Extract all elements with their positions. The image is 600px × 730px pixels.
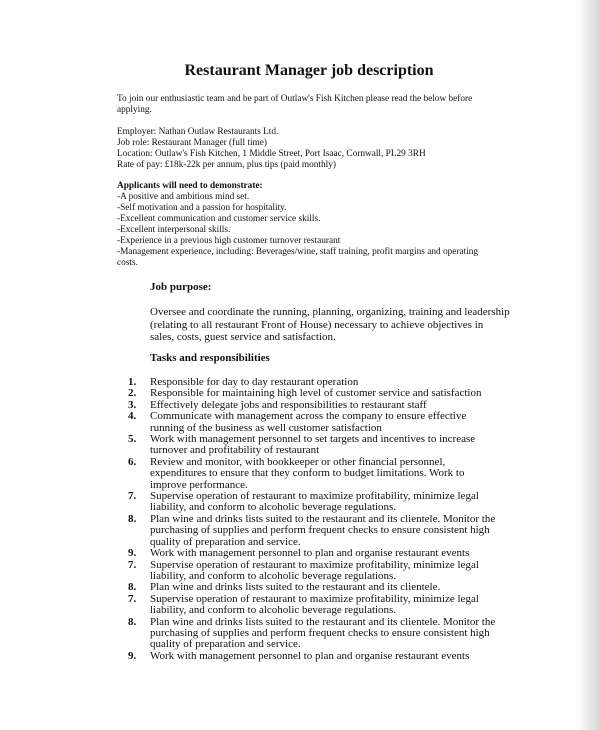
task-item — [0, 560, 600, 583]
task-number: 6. — [128, 455, 137, 468]
task-number: 1. — [128, 376, 137, 388]
task-item — [0, 582, 600, 593]
requirement-item: -Excellent interpersonal skills. — [117, 225, 231, 235]
task-text: Supervise operation of restaurant to maximize profitability, minimize legal liability, and conform to alcoholic beverage regulations. — [150, 490, 479, 514]
intro-line: To join our enthusiastic team and be part of Outlaw's Fish Kitchen please read the below before — [117, 94, 473, 104]
requirement-item: -Excellent communication and customer service skills. — [117, 214, 321, 224]
job-details — [117, 127, 517, 171]
requirement-item: -Management experience, including: Beverages/wine, staff training, profit margins and operating — [117, 247, 479, 257]
task-text: Plan wine and drinks lists suited to the restaurant and its clientele. Monitor the purchasing of supplies and perform frequent checks to ensure consistent high quality of preparation and service. — [150, 512, 496, 548]
task-text: Supervise operation of restaurant to maximize profitability, minimize legal liability, and conform to alcoholic beverage regulations. — [150, 558, 479, 582]
task-text: Work with management personnel to plan and organise restaurant events — [150, 547, 470, 560]
task-text: Work with management personnel to plan and organise restaurant events — [150, 649, 470, 662]
task-text: Responsible for maintaining high level of customer service and satisfaction — [150, 387, 482, 400]
task-text: Communicate with management across the company to ensure effective running of the business as well customer satisfaction — [150, 410, 467, 434]
requirement-item: -Experience in a previous high customer turnover restaurant — [117, 236, 341, 246]
tasks-list — [0, 377, 600, 662]
task-number: 7. — [128, 592, 137, 605]
task-text: Effectively delegate jobs and responsibilities to restaurant staff — [150, 398, 427, 411]
rate-of-pay-line: Rate of pay: £18k-22k per annum, plus tips (paid monthly) — [117, 160, 336, 170]
task-text: Responsible for day to day restaurant operation — [150, 376, 359, 388]
location-line: Location: Outlaw's Fish Kitchen, 1 Middle Street, Port Isaac, Cornwall, PL29 3RH — [117, 149, 426, 159]
applicants-requirements — [117, 181, 517, 269]
task-number: 9. — [128, 649, 137, 662]
task-item — [0, 514, 600, 548]
task-item — [0, 617, 600, 651]
tasks-heading: Tasks and responsibilities — [150, 352, 270, 364]
requirement-item: costs. — [117, 258, 138, 268]
requirement-item: -Self motivation and a passion for hospitality. — [117, 203, 287, 213]
intro-paragraph — [117, 94, 517, 116]
task-item — [0, 594, 600, 617]
job-purpose-text: Oversee and coordinate the running, planning, organizing, training and leadership (relating to all restaurant Front of House) necessary to achieve objectives in sales, costs, guest service and satisfaction. — [150, 306, 510, 343]
task-number: 7. — [128, 558, 137, 571]
task-number: 8. — [128, 581, 137, 594]
job-purpose-heading: Job purpose: — [150, 281, 212, 293]
task-number: 8. — [128, 615, 137, 628]
job-role-line: Job role: Restaurant Manager (full time) — [117, 138, 267, 148]
task-item — [0, 434, 600, 457]
page-edge-shadow — [578, 0, 600, 730]
task-text: Plan wine and drinks lists suited to the restaurant and its clientele. — [150, 581, 441, 594]
task-text: Supervise operation of restaurant to maximize profitability, minimize legal liability, and conform to alcoholic beverage regulations. — [150, 592, 479, 617]
task-number: 2. — [128, 387, 137, 400]
task-item — [0, 411, 600, 434]
task-item — [0, 651, 600, 662]
task-number: 7. — [128, 490, 137, 503]
task-item — [0, 548, 600, 559]
task-text: Plan wine and drinks lists suited to the restaurant and its clientele. Monitor the purchasing of supplies and perform frequent checks to ensure consistent high quality of preparation and service. — [150, 615, 496, 651]
task-item — [0, 491, 600, 514]
task-number: 9. — [128, 547, 137, 560]
task-number: 5. — [128, 433, 137, 446]
task-item — [0, 457, 600, 491]
task-number: 4. — [128, 410, 137, 423]
intro-line: applying. — [117, 105, 152, 115]
requirement-item: -A positive and ambitious mind set. — [117, 192, 250, 202]
task-text: Work with management personnel to set targets and incentives to increase turnover and profitability of restaurant — [150, 433, 476, 457]
document-title: Restaurant Manager job description — [184, 62, 434, 79]
applicants-heading: Applicants will need to demonstrate: — [117, 181, 263, 191]
task-number: 8. — [128, 512, 137, 525]
employer-line: Employer: Nathan Outlaw Restaurants Ltd. — [117, 127, 279, 137]
task-number: 3. — [128, 398, 137, 411]
task-text: Review and monitor, with bookkeeper or other financial personnel, expenditures to ensure that they conform to budget limitations. Work to improve performance. — [150, 455, 465, 491]
